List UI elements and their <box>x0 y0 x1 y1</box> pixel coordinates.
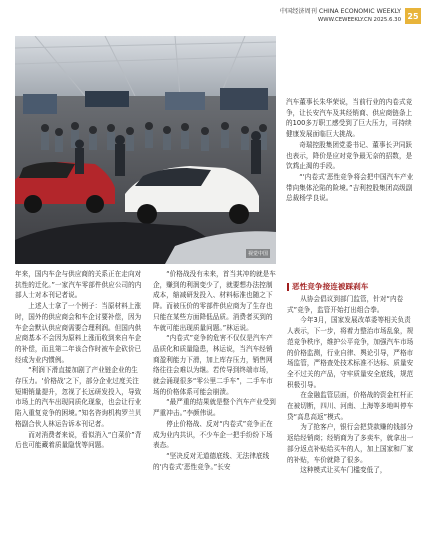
paragraph: 奇瑞控股集团党委书记、董事长尹同跃也表示，降价是应对竞争最无奈的招数，是饮鸩止渴的手段。 <box>286 140 413 171</box>
paragraph: “内卷式”竞争的危害不仅仅是汽车产品质化和质量隐患，林运说，当汽车经销商盈利能力下滑，加上库存压力，销售网络往往会难以为继。若传导到终端市场，就会涌现很多“零公里二手车”，二手车市场的价格体系可能会崩溃。 <box>153 334 273 396</box>
paragraph: 这种模式让买车门槛变低了， <box>300 466 387 475</box>
magazine-name: 中国经济周刊 CHINA ECONOMIC WEEKLY <box>279 8 401 15</box>
paragraph: “最严重的结果就是整个汽车产业受到严重冲击。”李颜伟说。 <box>153 398 276 418</box>
paragraph: 从协会倡议到部门监管，针对“内卷式”竞争，监管开始打出组合拳。 <box>287 295 404 314</box>
crowd-scene-illustration <box>15 36 276 264</box>
paragraph: 停止价格战、反对“内卷式”竞争正在成为业内共识，不少车企一把手纷纷下场表态。 <box>153 419 273 450</box>
photo-credit: 视觉中国 <box>247 251 268 257</box>
auto-show-photo <box>15 36 276 264</box>
url-date: WWW.CEWEEKLY.CN 2025.6.30 <box>317 17 401 23</box>
article-column-right <box>287 282 414 476</box>
paragraph: 汽车董事长朱华荣说，当前行业的内卷式竞争，让长安汽车及其经销商、供应商链条上的100多万职工感受到了巨大压力，可持续健康发展面临巨大挑战。 <box>286 98 413 139</box>
subheading-marker <box>287 283 289 291</box>
article-column-left <box>15 269 142 451</box>
subheading-text: 恶性竞争接连被踩刹车 <box>292 282 369 291</box>
paragraph: “坚决反对无道德底线、无法律底线的‘内卷式’恶性竞争。”长安 <box>153 451 270 471</box>
paragraph: 年来，国内车企与供应商的关系正在走向对抗性的迁化。”一家汽车零部件供应公司的内部人士对本刊记者说。 <box>15 270 142 300</box>
paragraph: 而对消费者来说，看似消入“白菜价”背后也可能藏着质量隐忧等问题。 <box>15 430 142 450</box>
page-header <box>280 8 421 30</box>
paragraph: “利润下滑直接加剧了产业链企业的生存压力。‘价格战’之下，部分企业过度关注短期销量提升，忽视了长远研发投入，导致市场上的汽车出现同质化现象，也会让行业陷入重复竞争的困境。”知名咨询机构罗兰贝格副合伙人林运告诉本刊记者。 <box>15 366 142 428</box>
page-number: 25 <box>405 8 421 24</box>
article-column-middle <box>153 269 279 472</box>
paragraph: 今年3月，国家发展改革委等相关负责人表示，下一步，将着力整治市场乱象，规范竞争秩序，维护公平竞争，加强汽车市场的价格监测，行业自律、舆论引导，严格市场监管，严格查处技术标准不达标、质量安全不过关的产品，守牢质量安全底线，规范积极引导。 <box>287 316 414 389</box>
section-subheading <box>287 282 414 292</box>
paragraph: “价格战没有未来，首当其冲的就是车企，赚到的利润变少了，就要想办法控制成本，缩减研发投入、材料标准也随之下降。而被压价的零部件供应商为了生存也只能在某些方面降低品质。消费者买到的车就可能出现质量问题。”林运说。 <box>153 270 276 332</box>
header-text <box>280 8 401 24</box>
paragraph: 在金融监管层面，价格战的资金杠杆正在被切断，四川、河南、上海等多地叫停车贷“高息高返”模式。 <box>287 391 414 421</box>
paragraph: 上述人士拿了一个例子：当原材料上涨时，国外的供应商会和车企讨要补偿，因为车企会默认供应商需要合理利润。但国内供应商基本不会因为原料上涨而收到来自车企的补偿，而且第二年该合作时被车企砍价已经成为业内惯例。 <box>15 302 142 364</box>
article-column-right-top <box>286 97 414 204</box>
paragraph: “‘内卷式’恶性竞争将会把中国汽车产业带向集体沦陷的险境。”吉利控股集团高级副总裁杨学良说。 <box>286 172 414 203</box>
paragraph: 为了抢客户，银行会把贷款赚的钱部分返给经销商；经销商为了多卖车，就拿出一部分返点补贴给买车的人，加上国家和厂家的补贴，车价就降了很多。 <box>287 423 414 464</box>
